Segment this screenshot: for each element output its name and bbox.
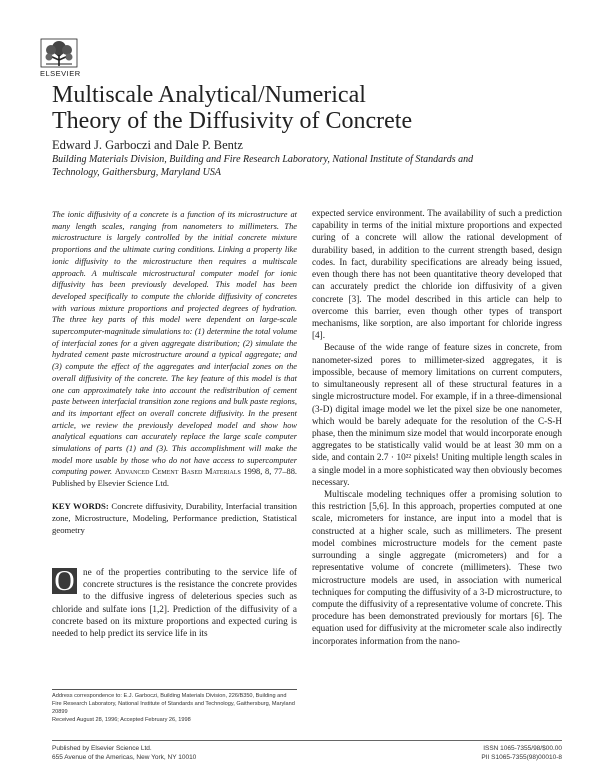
- abstract-body: The ionic diffusivity of a concrete is a function of its microstructure at many length scales, ranging from nanometers to millimeters. The microstructure is largely controlled by the initial concrete mixture proportions and the ultimate curing conditions. Linking a property like ionic diffusivity to the microstructure then requires a multiscale approach. A multiscale microstructural computer model for ionic diffusivity has been previously developed. This model has been developed specifically to compute the chloride diffusivity of concretes with various mixture proportions and projected degrees of hydration. The three key parts of this model were dependent on large-scale supercomputer-magnitude simulations to: (1) determine the total volume of interfacial zones for a given aggregate distribution; (2) simulate the hydrated cement paste microstructure around a typical aggregate; and (3) compute the effect of the aggregates and interfacial zones on the overall diffusivity of the concrete. The key feature of this model is that one can approximately take into account the redistribution of cement paste between interfacial transition zone regions and bulk paste regions, and its important effect on overall concrete diffusivity. In the present article, we review the previously developed model and show how analytical equations can accurately replace the large scale computer simulations of parts (1) and (3). This accomplishment will make the model more usable by those who do not have access to supercomputer computing power.: [52, 210, 297, 477]
- drop-cap: O: [52, 568, 77, 594]
- identifiers: [481, 744, 562, 762]
- issn: ISSN 1065-7355/98/$00.00: [483, 745, 562, 752]
- body-paragraph: expected service environment. The availability of such a prediction capability in terms of the initial mixture proportions and expected curing of a concrete will allow the rational development of durability based, in addition to the current strength based, design codes. In fact, durability specifications are already being issued, even though there has not been quantitative theory developed that can accurately predict the chloride ion diffusivity of a given concrete [3]. The model described in this article can help to overcome this barrier, even though other types of transport mechanisms, like sorption, are also important for chloride ingress [4].: [312, 208, 562, 341]
- publisher-logo-text: ELSEVIER: [40, 69, 81, 78]
- elsevier-tree-icon: [40, 38, 78, 68]
- footnote-divider: [52, 689, 297, 690]
- title-line-2: Theory of the Diffusivity of Concrete: [52, 108, 413, 134]
- pii: PII S1065-7355(98)00010-8: [481, 754, 562, 761]
- intro-text: ne of the properties contributing to the service life of concrete structures is the resistance the concrete provides to the diffusive ingress of deleterious species such as chloride and sulfate ions [1,2]. Prediction of the diffusivity of a concrete based on its mixture proportions and expected curing is needed to help predict its service life in its: [52, 567, 297, 639]
- article-title: [52, 82, 572, 134]
- authors: Edward J. Garboczi and Dale P. Bentz: [52, 138, 243, 152]
- keywords-text: Concrete diffusivity, Durability, Interfacial transition zone, Microstructure, Modeling, Performance prediction, Statistical geometry: [52, 501, 297, 535]
- journal-name: Advanced Cement Based Materials: [114, 467, 241, 477]
- footer-divider: [52, 740, 562, 741]
- publisher-logo: [40, 38, 81, 78]
- publisher-address: 655 Avenue of the Americas, New York, NY 10010: [52, 754, 197, 761]
- body-paragraph: Because of the wide range of feature sizes in concrete, from nanometer-sized pores to millimeter-sized aggregates, it is impossible, because of memory limitations on current computers, to simultaneously represent all of these structural features in a single microstructure model. For example, if in a three-dimensional (3-D) digital image model we let the pixel size be one nanometer, which would be barely adequate for the resolution of the C-S-H phase, then the minimum size model that would incorporate enough aggregates to be statistically valid would be at least 30 mm on a side, and contain 2.7 · 10²² pixels! Uniting multiple length scales in a single model in a more sophisticated way then obviously becomes necessary.: [312, 342, 562, 487]
- abstract: [52, 209, 297, 490]
- correspondence-address: Address correspondence to: E.J. Garboczi, Building Materials Division, 226/B350, Building and Fire Research Laboratory, National Institute of Standards and Technology, Gaithersburg, Maryland 20899: [52, 693, 295, 715]
- publisher-footer: [52, 744, 196, 762]
- keywords-label: KEY WORDS:: [52, 501, 109, 511]
- body-paragraph: Multiscale modeling techniques offer a promising solution to this restriction [5,6]. In this approach, properties computed at one scale, micrometers for instance, are input into a model that is constructed at a higher scale, such as millimeters. The present model combines microstructure models for the cement paste surrounding a single aggregate (micrometers) and for a representative volume of concrete (millimeters). These two microstructure models are used, in association with numerical techniques for computing the diffusivity of a 3-D microstructure, to compute the diffusivity of a representative volume of concrete. This procedure has been demonstrated previously for mortars [6]. The equation used for diffusivity at the micrometer scale also indirectly incorporates information from the nano-: [312, 489, 562, 646]
- footnote: [52, 692, 297, 724]
- publisher-name: Published by Elsevier Science Ltd.: [52, 745, 152, 752]
- affiliation: Building Materials Division, Building and Fire Research Laboratory, National Institute of Standards and Technology, Gaithersburg, Maryland USA: [52, 154, 474, 178]
- right-column: [312, 207, 562, 647]
- citation-details: 1998, 8, 77–88. Published by Elsevier Science Ltd.: [52, 467, 298, 489]
- keywords: [52, 501, 297, 536]
- introduction: [52, 566, 297, 639]
- received-dates: Received August 28, 1996; Accepted February 26, 1998: [52, 717, 191, 723]
- title-line-1: Multiscale Analytical/Numerical: [52, 82, 366, 108]
